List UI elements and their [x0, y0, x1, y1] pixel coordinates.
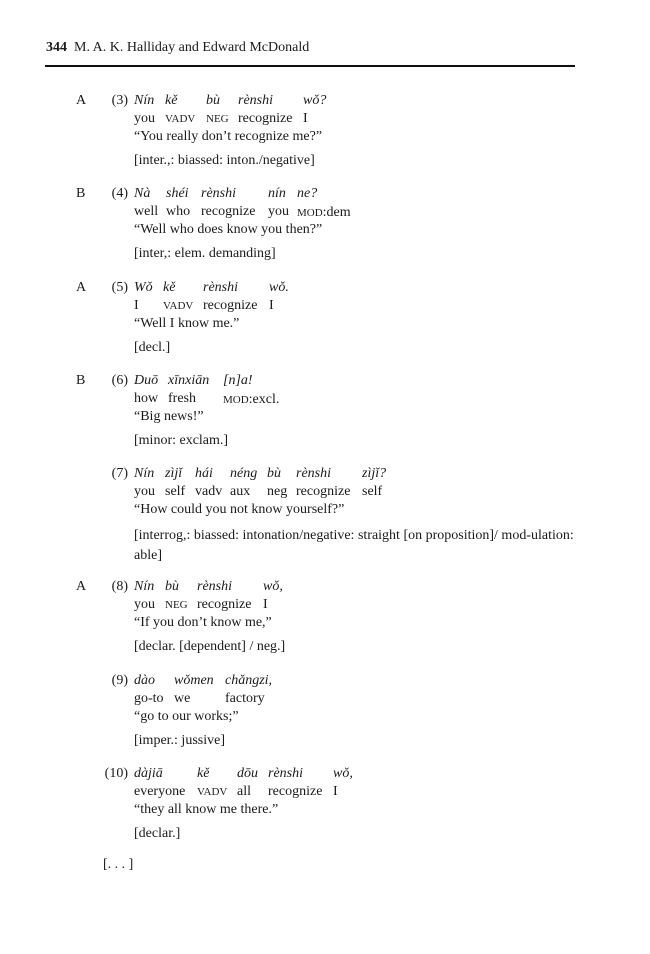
- pinyin-word: wǒ?: [303, 93, 327, 108]
- example-number: (10): [104, 766, 128, 781]
- pinyin-word: zìjǐ: [165, 466, 183, 481]
- pinyin-word: nín: [268, 186, 286, 201]
- pinyin-word: kě: [165, 93, 178, 108]
- speaker-label: A: [76, 93, 87, 108]
- pinyin-word: hái: [195, 466, 213, 481]
- gloss-word: factory: [225, 691, 265, 706]
- gloss-word: [297, 204, 351, 221]
- gloss-word: I: [134, 298, 139, 313]
- pinyin-word: dōu: [237, 766, 258, 781]
- gloss-word: you: [134, 484, 155, 499]
- gloss-word: neg: [206, 110, 229, 126]
- pinyin-word: dàjiā: [134, 766, 163, 781]
- pinyin-word: rènshi: [296, 466, 331, 481]
- pinyin-word: Duō: [134, 373, 159, 388]
- pinyin-word: Nín: [134, 579, 155, 594]
- ellipsis: [. . . ]: [103, 857, 134, 872]
- gloss-word: recognize: [268, 784, 323, 799]
- gloss-word: vadv: [165, 110, 196, 126]
- example-number: (4): [111, 186, 128, 201]
- pinyin-word: kě: [197, 766, 210, 781]
- pinyin-word: kě: [163, 280, 176, 295]
- gloss-word: vadv: [195, 484, 223, 499]
- gloss-word: vadv: [197, 783, 228, 799]
- gloss-suffix: :dem: [322, 205, 351, 220]
- example-number: (7): [111, 466, 128, 481]
- pinyin-word: rènshi: [203, 280, 238, 295]
- gloss-suffix: :excl.: [248, 392, 280, 407]
- header-rule: [45, 65, 575, 67]
- pinyin-word: bù: [267, 466, 281, 481]
- author-names: M. A. K. Halliday and Edward McDonald: [74, 40, 310, 55]
- pinyin-word: chǎngzi,: [225, 673, 273, 688]
- translation: “Well I know me.”: [134, 316, 240, 331]
- annotation: [declar.]: [134, 826, 181, 841]
- annotation: [minor: exclam.]: [134, 433, 229, 448]
- pinyin-word: shéi: [166, 186, 189, 201]
- gloss-word: everyone: [134, 784, 186, 799]
- example-number: (8): [111, 579, 128, 594]
- gloss-word: recognize: [238, 111, 293, 126]
- gloss-word: we: [174, 691, 191, 706]
- gloss-word: aux: [230, 484, 251, 499]
- pinyin-word: bù: [165, 579, 179, 594]
- annotation: [decl.]: [134, 340, 171, 355]
- example-number: (9): [111, 673, 128, 688]
- gloss-word: go-to: [134, 691, 164, 706]
- running-header: [46, 40, 309, 56]
- gloss-word: neg: [267, 484, 288, 499]
- gloss-word: recognize: [203, 298, 258, 313]
- pinyin-word: rènshi: [197, 579, 232, 594]
- gloss-word: all: [237, 784, 251, 799]
- pinyin-word: Wǒ: [134, 280, 153, 295]
- pinyin-word: bù: [206, 93, 220, 108]
- annotation: [declar. [dependent] / neg.]: [134, 639, 286, 654]
- pinyin-word: rènshi: [268, 766, 303, 781]
- pinyin-word: Nà: [134, 186, 151, 201]
- gloss-word: you: [134, 597, 155, 612]
- speaker-label: A: [76, 280, 87, 295]
- speaker-label: B: [76, 186, 86, 201]
- pinyin-word: wǒ,: [333, 766, 353, 781]
- speaker-label: A: [76, 579, 87, 594]
- translation: “they all know me there.”: [134, 802, 279, 817]
- pinyin-word: wǒ.: [269, 280, 289, 295]
- gloss-word: I: [263, 597, 268, 612]
- gloss-word: I: [333, 784, 338, 799]
- translation: “If you don’t know me,”: [134, 615, 272, 630]
- gloss-word: recognize: [201, 204, 256, 219]
- speaker-label: B: [76, 373, 86, 388]
- example-number: (3): [111, 93, 128, 108]
- gloss-word: you: [268, 204, 289, 219]
- pinyin-word: rènshi: [201, 186, 236, 201]
- gloss-word: fresh: [168, 391, 196, 406]
- gloss-word: neg: [165, 596, 188, 612]
- gloss-word: vadv: [163, 297, 194, 313]
- gloss-word: [223, 391, 279, 408]
- pinyin-word: ne?: [297, 186, 318, 201]
- example-number: (6): [111, 373, 128, 388]
- pinyin-word: dào: [134, 673, 155, 688]
- pinyin-word: wǒmen: [174, 673, 214, 688]
- gloss-word: how: [134, 391, 159, 406]
- translation: “You really don’t recognize me?”: [134, 129, 323, 144]
- pinyin-word: xīnxiān: [168, 373, 210, 388]
- gloss-word: you: [134, 111, 155, 126]
- page-number: 344: [46, 40, 67, 55]
- pinyin-word: wǒ,: [263, 579, 283, 594]
- gloss-word: who: [166, 204, 191, 219]
- pinyin-word: Nín: [134, 93, 155, 108]
- pinyin-word: [n]a!: [223, 373, 253, 388]
- gloss-word: I: [269, 298, 274, 313]
- translation: “How could you not know yourself?”: [134, 502, 345, 517]
- gloss-word: well: [134, 204, 159, 219]
- gloss-word: I: [303, 111, 308, 126]
- gloss-word: self: [362, 484, 383, 499]
- translation: “Well who does know you then?”: [134, 222, 323, 237]
- gloss-word: recognize: [296, 484, 351, 499]
- pinyin-word: rènshi: [238, 93, 273, 108]
- pinyin-word: zìjǐ?: [362, 466, 387, 481]
- gloss-word: self: [165, 484, 186, 499]
- pinyin-word: néng: [230, 466, 258, 481]
- translation: “Big news!”: [134, 409, 204, 424]
- gloss-word: recognize: [197, 597, 252, 612]
- gloss-mod: mod: [297, 204, 323, 220]
- example-number: (5): [111, 280, 128, 295]
- translation: “go to our works;”: [134, 709, 239, 724]
- annotation: [inter,: elem. demanding]: [134, 246, 276, 261]
- annotation: [inter.,: biassed: inton./negative]: [134, 153, 315, 168]
- annotation: [imper.: jussive]: [134, 733, 225, 748]
- pinyin-word: Nín: [134, 466, 155, 481]
- gloss-mod: mod: [223, 391, 249, 407]
- annotation: [interrog,: biassed: intonation/negative: straight [on proposition]/ mod-ulation: able]: [134, 528, 574, 563]
